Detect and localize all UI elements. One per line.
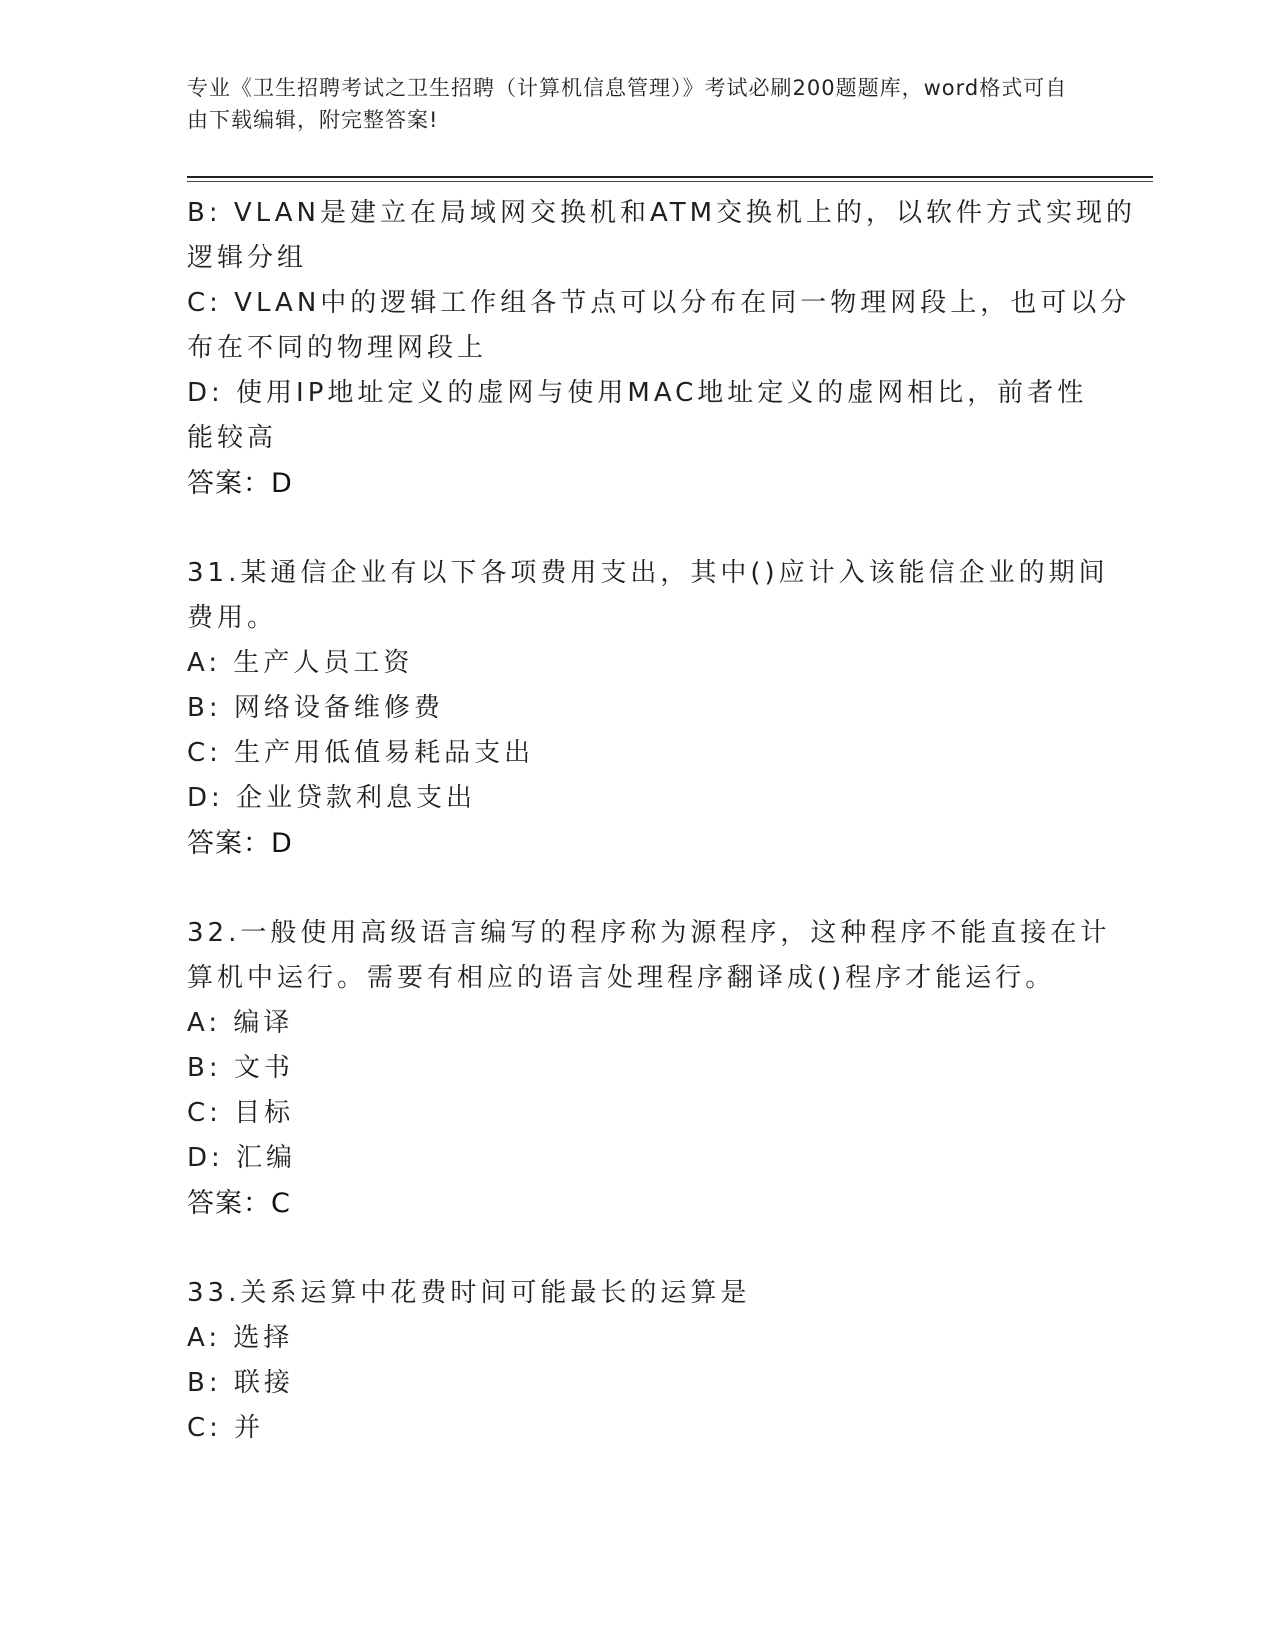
option-a: A: 选择: [187, 1323, 294, 1353]
option-c: C: 生产用低值易耗品支出: [187, 738, 535, 768]
option-b: B: 文书: [187, 1053, 294, 1083]
question-stem-line-1: 31.某通信企业有以下各项费用支出，其中()应计入该能信企业的期间: [187, 558, 1109, 588]
answer-line: 答案：C: [187, 1188, 291, 1219]
option-c: C: 目标: [187, 1098, 295, 1128]
document-header: 专业《卫生招聘考试之卫生招聘（计算机信息管理）》考试必刷200题题库，word格式可自由下载编辑，附完整答案!: [187, 76, 1068, 132]
option-b: B: 联接: [187, 1368, 294, 1398]
header-rule-thick: [187, 176, 1153, 178]
question-stem-line-1: 33.关系运算中花费时间可能最长的运算是: [187, 1278, 751, 1308]
question-stem-line-1: 32.一般使用高级语言编写的程序称为源程序，这种程序不能直接在计: [187, 918, 1111, 948]
header-rule-thin: [187, 181, 1153, 182]
answer-line: 答案：D: [187, 828, 293, 859]
option-b: B: 网络设备维修费: [187, 693, 444, 723]
question-gap: [187, 1226, 1087, 1271]
question-stem-line-2: 算机中运行。需要有相应的语言处理程序翻译成()程序才能运行。: [187, 963, 1056, 993]
option-d-line-2: 能较高: [187, 423, 278, 453]
question-gap: [187, 506, 1087, 551]
continued-question: [187, 191, 1137, 506]
option-c-line-1: C: VLAN中的逻辑工作组各节点可以分布在同一物理网段上，也可以分: [187, 288, 1131, 318]
answer-line: 答案：D: [187, 468, 293, 499]
option-a: A: 编译: [187, 1008, 294, 1038]
option-d-line-1: D: 使用IP地址定义的虚网与使用MAC地址定义的虚网相比，前者性: [187, 378, 1088, 408]
question-stem-line-2: 费用。: [187, 603, 278, 633]
option-b-line-1: B: VLAN是建立在局域网交换机和ATM交换机上的，以软件方式实现的: [187, 198, 1137, 228]
option-c: C: 并: [187, 1413, 265, 1443]
question-gap: [187, 866, 1087, 911]
question-32: [187, 911, 1111, 1226]
option-c-line-2: 布在不同的物理网段上: [187, 333, 488, 363]
question-31: [187, 551, 1109, 866]
question-content: [187, 191, 1137, 1451]
option-b-line-2: 逻辑分组: [187, 243, 308, 273]
option-a: A: 生产人员工资: [187, 648, 414, 678]
option-d: D: 企业贷款利息支出: [187, 783, 477, 813]
question-33: [187, 1271, 1087, 1451]
option-d: D: 汇编: [187, 1143, 297, 1173]
